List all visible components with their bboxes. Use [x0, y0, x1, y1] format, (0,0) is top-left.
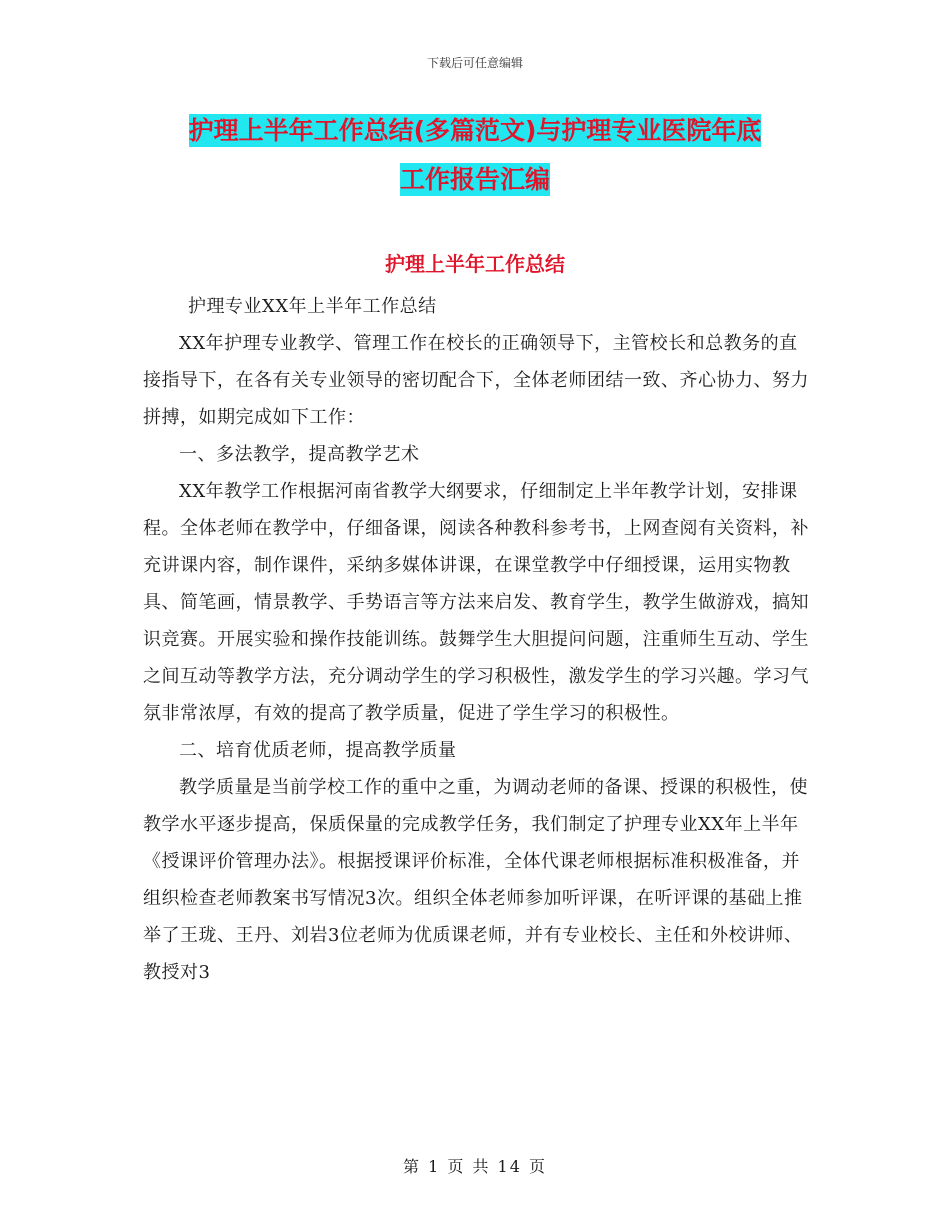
paragraph-intro: XX年护理专业教学、管理工作在校长的正确领导下，主管校长和总教务的直接指导下，在各有关专业领导的密切配合下，全体老师团结一致、齐心协力、努力拼搏，如期完成如下工作： [143, 333, 809, 428]
section-title: 护理上半年工作总结 [385, 252, 565, 276]
paragraph-quality: 教学质量是当前学校工作的重中之重，为调动老师的备课、授课的积极性，使教学水平逐步提高，保质保量的完成教学任务，我们制定了护理专业XX年上半年《授课评价管理办法》。根据授课评价标准，全体代课老师根据标准积极准备，并组织检查老师教案书写情况3次。组织全体老师参加听评课，在听评课的基础上推举了王珑、王丹、刘岩3位老师为优质课老师，并有专业校长、主任和外校讲师、教授对3 [143, 777, 808, 983]
paragraph-subtitle: 护理专业XX年上半年工作总结 [188, 296, 437, 317]
title-line-1: 护理上半年工作总结(多篇范文)与护理专业医院年底 [188, 116, 762, 145]
paragraph-heading-2: 二、培育优质老师，提高教学质量 [179, 740, 457, 761]
title-line-2: 工作报告汇编 [399, 165, 550, 194]
paragraph-teaching: XX年教学工作根据河南省教学大纲要求，仔细制定上半年教学计划，安排课程。全体老师在教学中，仔细备课，阅读各种教科参考书，上网查阅有关资料，补充讲课内容，制作课件，采纳多媒体讲课，在课堂教学中仔细授课，运用实物教具、简笔画，情景教学、手势语言等方法来启发、教育学生，教学生做游戏，搞知识竞赛。开展实验和操作技能训练。鼓舞学生大胆提问问题，注重师生互动、学生之间互动等教学方法，充分调动学生的学习积极性，激发学生的学习兴趣。学习气氛非常浓厚，有效的提高了教学质量，促进了学生学习的积极性。 [143, 481, 809, 724]
body-text [143, 288, 811, 991]
page-footer: 第 1 页 共 14 页 [403, 1157, 547, 1176]
header-note: 下载后可任意编辑 [426, 56, 523, 70]
document-title [0, 108, 950, 206]
paragraph-heading-1: 一、多法教学，提高教学艺术 [179, 444, 420, 465]
